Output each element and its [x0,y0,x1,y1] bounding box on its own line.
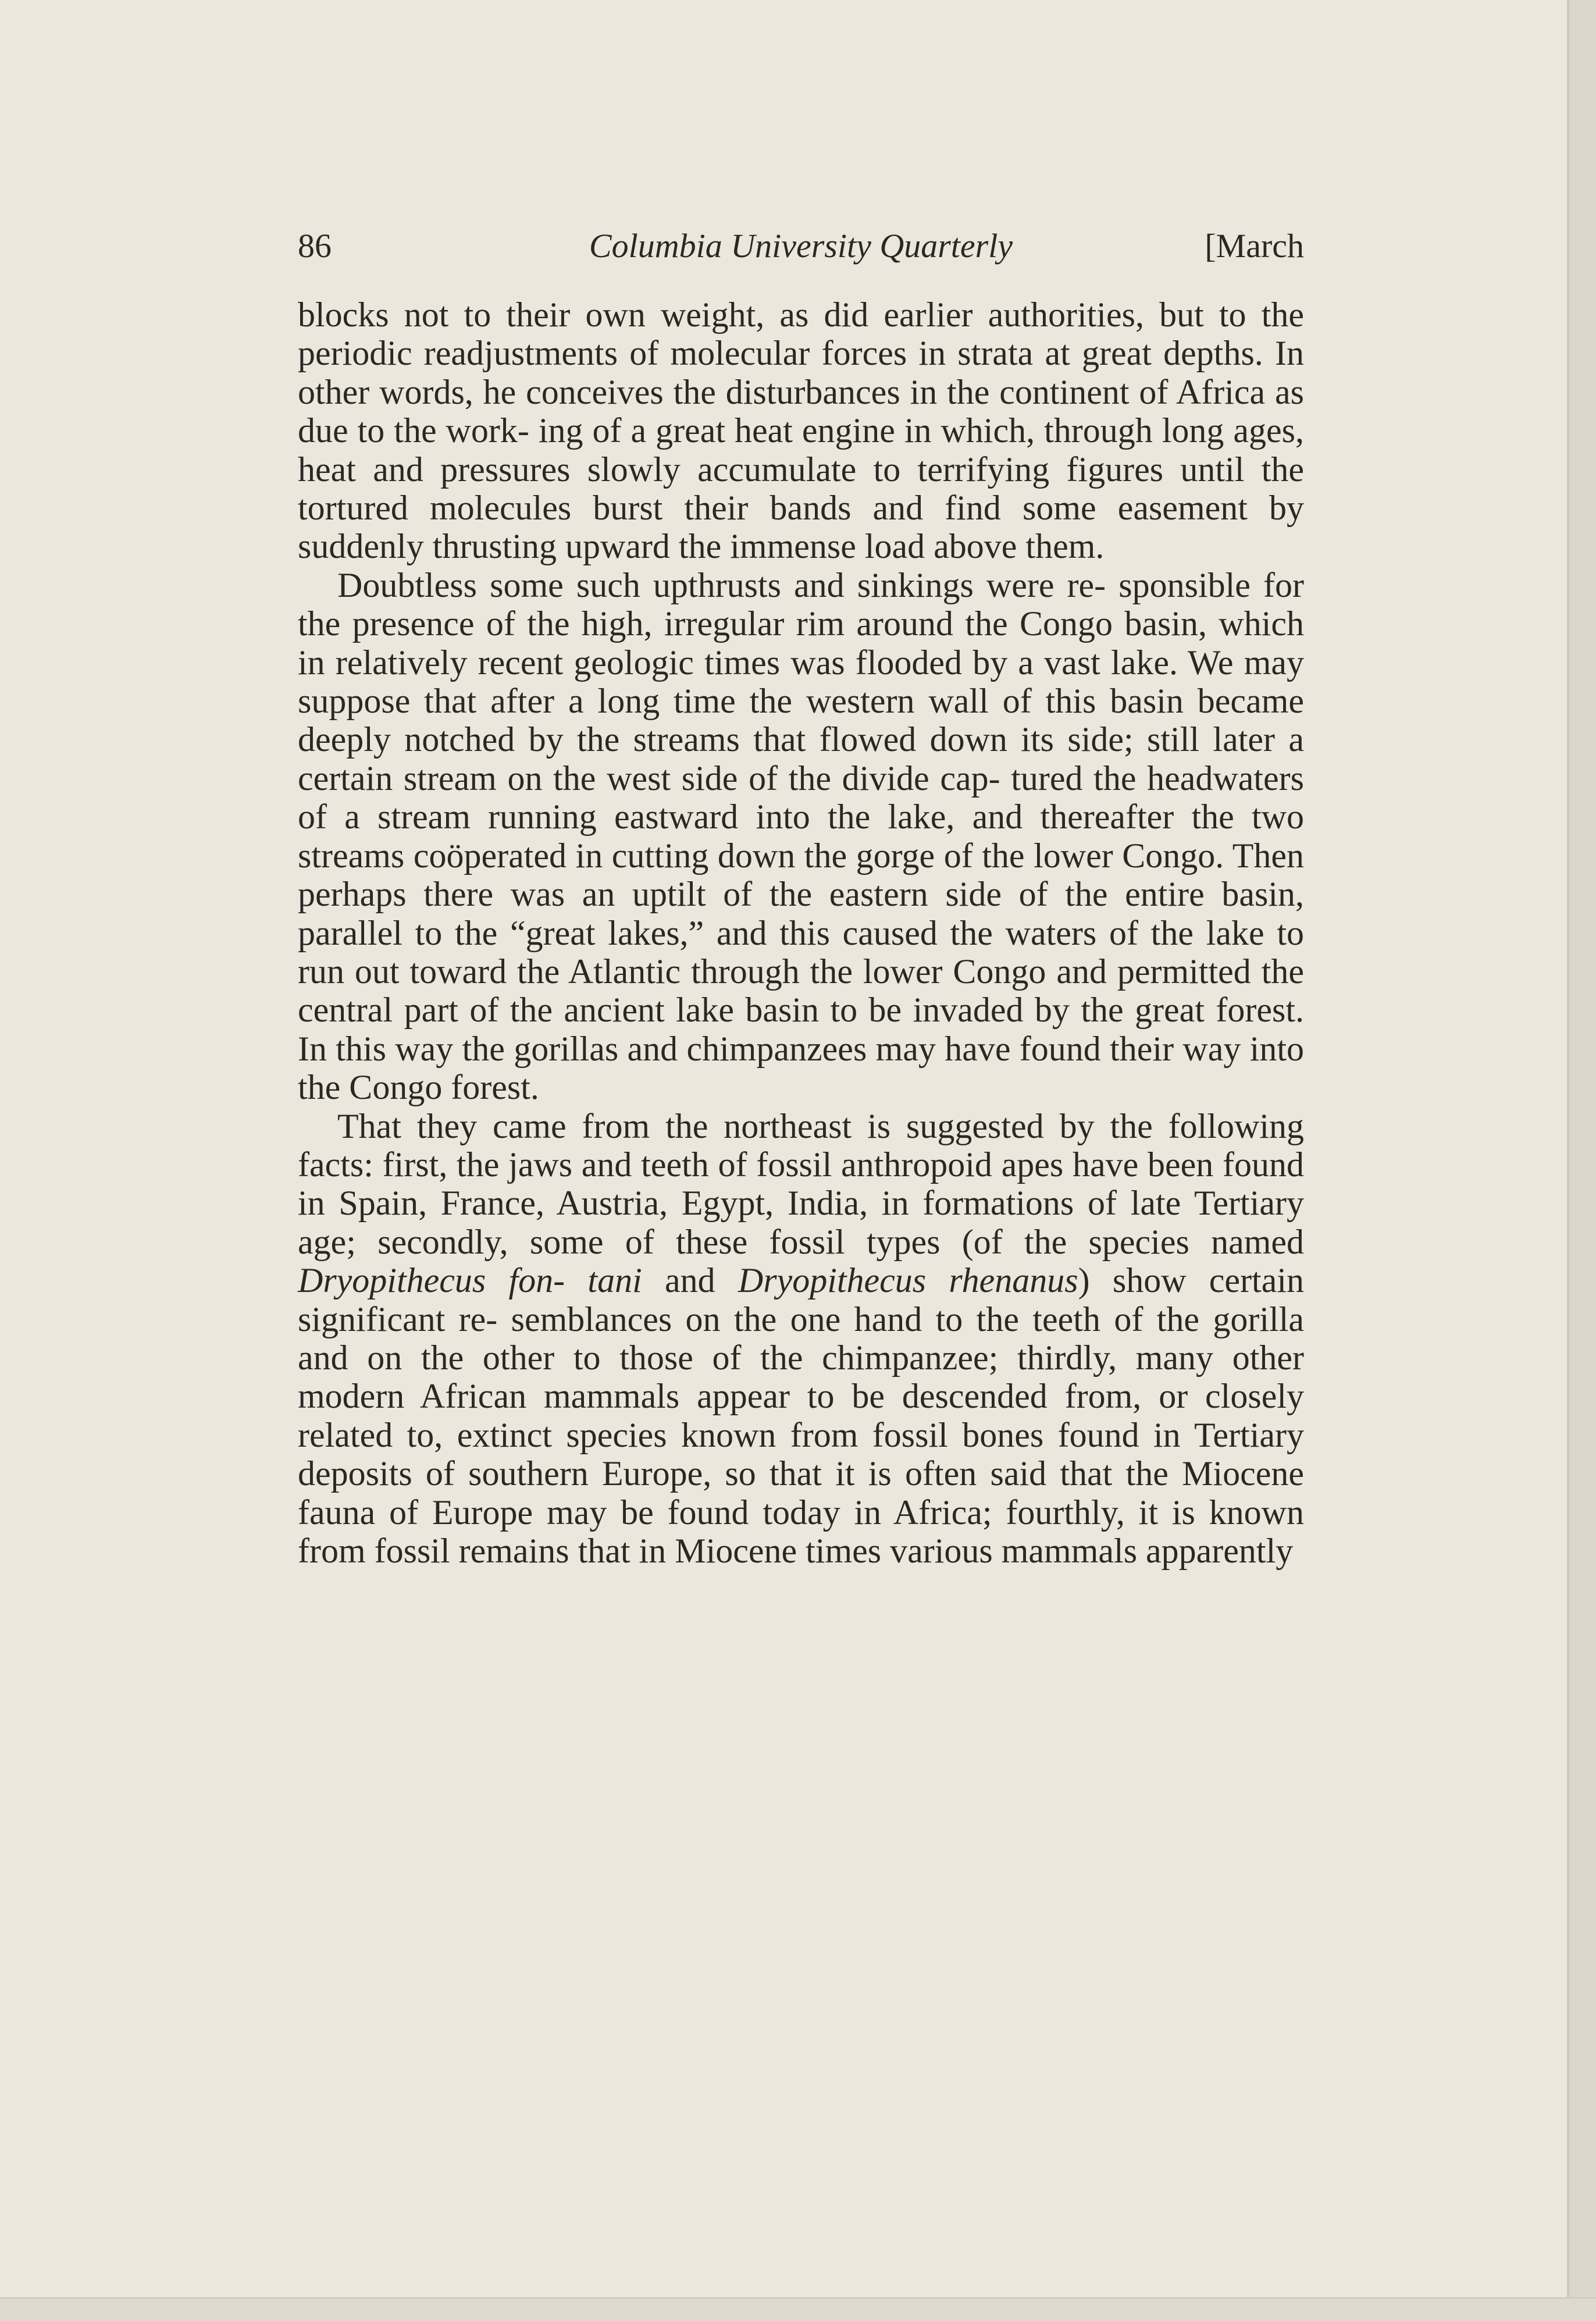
running-head [298,220,1304,272]
paragraph-3-text-start: That they came from the northeast is suggested by the following facts: first, the jaws and teeth of fossil anthropoid apes have been found in Spain, France, Austria, Egypt, India, in formations of late Tertiary age; secondly, some of these fossil types (of the species named [298,1106,1304,1261]
paragraph-3 [298,1107,1304,1571]
journal-title: Columbia University Quarterly [589,227,1013,265]
page-edge-right [1567,0,1596,2321]
page-number: 86 [298,227,332,265]
issue-month: [March [1205,227,1304,265]
paragraph-3-text-end: ) show certain significant re- semblances on the one hand to the teeth of the gorilla and on the other to those of the chimpanzee; thirdly, many other modern African mammals appear to be descended from, or closely related to, extinct species known from fossil bones found in Tertiary deposits of southern Europe, so that it is often said that the Miocene fauna of Europe may be found today in Africa; fourthly, it is known from fossil remains that in Miocene times various mammals apparently [298,1261,1305,1570]
species-name-rhenanus: Dryopithecus rhenanus [738,1261,1078,1300]
paragraph-2: Doubtless some such upthrusts and sinkings were re- sponsible for the presence of the high, irregular rim around the Congo basin, which in relatively recent geologic times was flooded by a vast lake. We may suppose that after a long time the western wall of this basin became deeply notched by the streams that flowed down its side; still later a certain stream on the west side of the divide cap- tured the headwaters of a stream running eastward into the lake, and thereafter the two streams coöperated in cutting down the gorge of the lower Congo. Then perhaps there was an uptilt of the eastern side of the entire basin, parallel to the “great lakes,” and this caused the waters of the lake to run out toward the Atlantic through the lower Congo and permitted the central part of the ancient lake basin to be invaded by the great forest. In this way the gorillas and chimpanzees may have found their way into the Congo forest. [298,565,1304,1107]
paragraph-1: blocks not to their own weight, as did earlier authorities, but to the periodic readjustments of molecular forces in strata at great depths. In other words, he conceives the disturbances in the continent of Africa as due to the work- ing of a great heat engine in which, through long ages, heat and pressures slowly accumulate to terrifying figures until the tortured molecules burst their bands and find some easement by suddenly thrusting upward the immense load above them. [298,296,1304,566]
species-name-fontani: Dryopithecus fon- tani [298,1261,642,1300]
page-edge-bottom [0,2297,1596,2321]
body-text [298,296,1304,1570]
paragraph-3-conjunction: and [665,1261,715,1300]
